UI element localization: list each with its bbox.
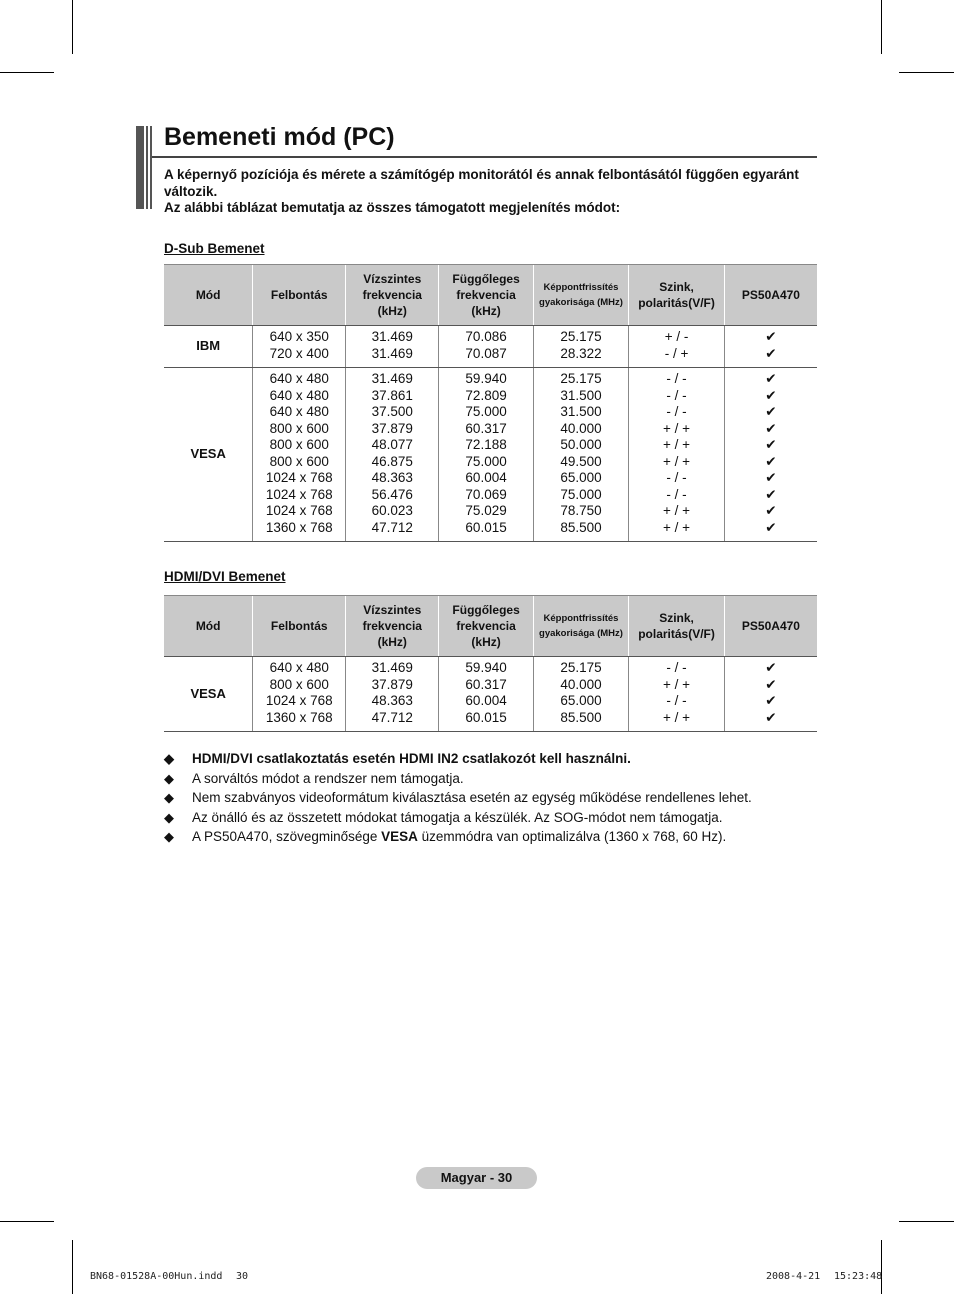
footer-page: 30 [236,1271,249,1282]
cell-value: 1360 x 768 [265,709,333,725]
value-cell-c [724,326,817,368]
cell-value: - / - [666,404,687,419]
check-mark-icon: ✔ [765,693,777,708]
note-item: ◆ A PS50A470, szövegminősége VESA üzemmódra van optimalizálva (1360 x 768, 60 Hz). [164,829,727,844]
cell-value: 59.940 [465,371,507,386]
cell-value: 640 x 480 [269,371,329,386]
cell-value: + / + [663,676,691,692]
cell-value: 75.000 [465,453,507,469]
cell-value: 25.175 [560,329,602,344]
cell-value: + / + [663,420,691,436]
cell-value: 31.469 [371,371,413,386]
dsub-section-label: D-Sub Bemenet [164,241,265,256]
crop-mark [899,1221,954,1222]
cell-value: - / - [666,470,687,485]
cell-value: 800 x 600 [269,676,329,692]
value-cell-res [253,657,346,732]
cell-value: 40.000 [560,676,602,692]
hdmi-section-label: HDMI/DVI Bemenet [164,569,286,584]
intro-line: A képernyő pozíciója és mérete a számítógép monitorától és annak felbontásától függően egyaránt változik. [164,167,799,199]
dsub-table [164,264,817,542]
table-row [164,368,817,542]
value-cell-s [629,326,725,368]
cell-value: 78.750 [560,503,602,518]
header-model: PS50A470 [724,596,817,657]
value-cell-h [346,368,439,542]
cell-value: 49.500 [560,453,602,469]
cell-value: 75.029 [465,503,507,518]
cell-value: 1024 x 768 [265,486,333,502]
cell-value: 800 x 600 [269,437,329,452]
cell-value: 72.188 [465,437,507,452]
value-cell-p [533,657,628,732]
cell-value: 46.875 [371,453,413,469]
cell-value: 75.000 [465,404,507,419]
cell-value: + / + [663,519,691,535]
cell-value: 720 x 400 [269,345,329,361]
cell-value: 70.086 [465,329,507,344]
crop-mark [72,0,73,54]
value-cell-res [253,326,346,368]
cell-value: 640 x 480 [269,387,329,403]
cell-value: 1024 x 768 [265,503,333,518]
cell-value: 59.940 [465,660,507,675]
cell-value: 47.712 [371,519,413,535]
cell-value: 60.015 [465,519,507,535]
crop-mark [0,1221,54,1222]
cell-value: + / + [663,453,691,469]
check-mark-icon: ✔ [765,519,777,535]
check-mark-icon: ✔ [765,371,777,386]
check-mark-icon: ✔ [765,453,777,469]
cell-value: 25.175 [560,371,602,386]
value-cell-v [439,368,533,542]
crop-mark [899,72,954,73]
cell-value: - / + [664,345,689,361]
cell-value: + / + [663,503,691,518]
cell-value: - / - [666,486,687,502]
header-sync: Szink, polaritás(V/F) [629,265,725,326]
cell-value: 31.500 [560,387,602,403]
value-cell-s [629,368,725,542]
check-mark-icon: ✔ [765,503,777,518]
cell-value: 1360 x 768 [265,519,333,535]
cell-value: 60.004 [465,470,507,485]
header-hfreq: Vízszintes frekvencia (kHz) [346,596,439,657]
cell-value: 60.023 [371,503,413,518]
cell-value: 31.469 [371,660,413,675]
crop-mark [881,0,882,54]
cell-value: + / + [663,709,691,725]
cell-value: 31.469 [371,329,413,344]
header-mode: Mód [164,596,253,657]
cell-value: - / - [666,387,687,403]
footer-time: 15:23:48 [834,1271,883,1282]
header-pixel-clock: Képpontfrissítés gyakorisága (MHz) [533,596,628,657]
value-cell-h [346,657,439,732]
cell-value: 48.363 [371,693,413,708]
note-item: ◆ A sorváltós módot a rendszer nem támogatja. [164,770,464,786]
cell-value: 37.879 [371,420,413,436]
cell-value: 65.000 [560,470,602,485]
crop-mark [0,72,54,73]
value-cell-s [629,657,725,732]
intro-line: Az alábbi táblázat bemutatja az összes támogatott megjelenítés módot: [164,200,621,215]
cell-value: 75.000 [560,486,602,502]
cell-value: 800 x 600 [269,453,329,469]
check-mark-icon: ✔ [765,660,777,675]
cell-value: 85.500 [560,519,602,535]
check-mark-icon: ✔ [765,470,777,485]
cell-value: 37.500 [371,404,413,419]
table-row [164,657,817,732]
note-item: ◆ Az önálló és az összetett módokat támogatja a készülék. Az SOG-módot nem támogatja. [164,809,723,825]
check-mark-icon: ✔ [765,404,777,419]
value-cell-c [724,368,817,542]
cell-value: 65.000 [560,693,602,708]
cell-value: 48.363 [371,470,413,485]
cell-value: 60.004 [465,693,507,708]
cell-value: 70.069 [465,486,507,502]
cell-value: 60.015 [465,709,507,725]
cell-value: - / - [666,660,687,675]
cell-value: 31.469 [371,345,413,361]
cell-value: 40.000 [560,420,602,436]
dsub-table-body [164,326,817,542]
diamond-bullet-icon: ◆ [164,809,174,825]
mode-cell: VESA [164,657,253,732]
cell-value: 50.000 [560,437,602,452]
cell-value: + / + [663,437,691,452]
header-resolution: Felbontás [253,596,346,657]
page-title: Bemeneti mód (PC) [164,123,395,151]
cell-value: 56.476 [371,486,413,502]
value-cell-c [724,657,817,732]
hdmi-table [164,595,817,732]
footer-date: 2008-4-21 [766,1271,821,1282]
cell-value: 1024 x 768 [265,470,333,485]
note-item: ◆ Nem szabványos videoformátum kiválasztása esetén az egység működése rendellenes lehet. [164,790,752,805]
cell-value: 25.175 [560,660,602,675]
cell-value: 37.879 [371,676,413,692]
cell-value: 72.809 [465,387,507,403]
check-mark-icon: ✔ [765,345,777,361]
value-cell-res [253,368,346,542]
header-vfreq: Függőleges frekvencia (kHz) [439,265,533,326]
cell-value: 640 x 480 [269,660,329,675]
cell-value: 48.077 [371,437,413,452]
value-cell-p [533,368,628,542]
check-mark-icon: ✔ [765,709,777,725]
mode-cell: IBM [164,326,253,368]
note-item: ◆ HDMI/DVI csatlakoztatás esetén HDMI IN2 csatlakozót kell használni. [164,751,631,766]
check-mark-icon: ✔ [765,420,777,436]
title-divider [152,156,817,158]
cell-value: - / - [666,371,687,386]
cell-value: + / - [664,329,689,344]
cell-value: 640 x 480 [269,404,329,419]
header-sync: Szink, polaritás(V/F) [629,596,725,657]
value-cell-v [439,657,533,732]
cell-value: 60.317 [465,676,507,692]
header-vfreq: Függőleges frekvencia (kHz) [439,596,533,657]
cell-value: 640 x 350 [269,329,329,344]
title-decoration [136,126,152,209]
diamond-bullet-icon: ◆ [164,790,174,805]
check-mark-icon: ✔ [765,329,777,344]
check-mark-icon: ✔ [765,437,777,452]
cell-value: 800 x 600 [269,420,329,436]
crop-mark [72,1240,73,1294]
check-mark-icon: ✔ [765,676,777,692]
header-resolution: Felbontás [253,265,346,326]
table-header-row [164,596,817,657]
crop-mark [881,1240,882,1294]
footer-file: BN68-01528A-00Hun.indd [90,1271,223,1282]
cell-value: 37.861 [371,387,413,403]
cell-value: 60.317 [465,420,507,436]
intro-text [164,167,814,217]
cell-value: 47.712 [371,709,413,725]
notes-list [164,751,824,849]
header-mode: Mód [164,265,253,326]
cell-value: - / - [666,693,687,708]
cell-value: 28.322 [560,345,602,361]
cell-value: 1024 x 768 [265,693,333,708]
diamond-bullet-icon: ◆ [164,751,174,766]
value-cell-v [439,326,533,368]
value-cell-h [346,326,439,368]
header-pixel-clock: Képpontfrissítés gyakorisága (MHz) [533,265,628,326]
header-model: PS50A470 [724,265,817,326]
table-header-row [164,265,817,326]
diamond-bullet-icon: ◆ [164,770,174,786]
mode-cell: VESA [164,368,253,542]
page-number-badge: Magyar - 30 [416,1167,537,1189]
check-mark-icon: ✔ [765,387,777,403]
cell-value: 70.087 [465,345,507,361]
table-row [164,326,817,368]
cell-value: 85.500 [560,709,602,725]
hdmi-table-body [164,657,817,732]
diamond-bullet-icon: ◆ [164,829,174,844]
header-hfreq: Vízszintes frekvencia (kHz) [346,265,439,326]
value-cell-p [533,326,628,368]
cell-value: 31.500 [560,404,602,419]
check-mark-icon: ✔ [765,486,777,502]
